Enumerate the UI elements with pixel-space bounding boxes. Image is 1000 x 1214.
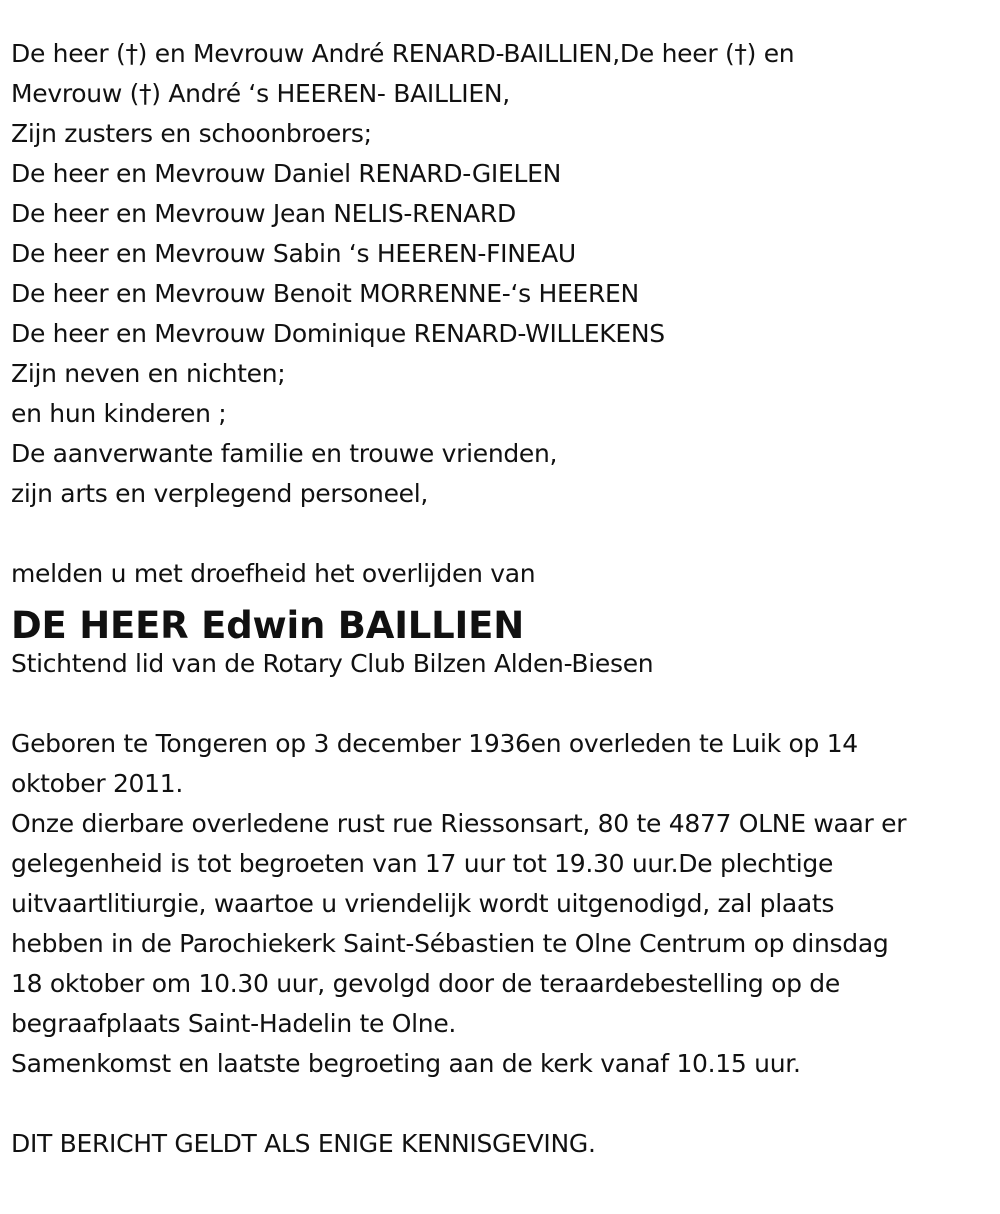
detail-line: hebben in de Parochiekerk Saint-Sébastien te Olne Centrum op dinsdag <box>11 929 889 958</box>
family-line: De heer en Mevrouw Benoit MORRENNE-‘s HEEREN <box>11 279 639 308</box>
family-list <box>11 34 991 514</box>
family-line: zijn arts en verplegend personeel, <box>11 479 429 508</box>
spacer <box>11 514 991 554</box>
birth-death-details <box>11 724 991 804</box>
detail-line: 18 oktober om 10.30 uur, gevolgd door de teraardebestelling op de <box>11 969 840 998</box>
family-line: De aanverwante familie en trouwe vrienden, <box>11 439 558 468</box>
family-line: De heer en Mevrouw Daniel RENARD-GIELEN <box>11 159 562 188</box>
family-line: Zijn zusters en schoonbroers; <box>11 119 372 148</box>
family-line: Mevrouw (†) André ‘s HEEREN- BAILLIEN, <box>11 79 510 108</box>
family-line: De heer (†) en Mevrouw André RENARD-BAILLIEN,De heer (†) en <box>11 39 795 68</box>
family-line: Zijn neven en nichten; <box>11 359 286 388</box>
spacer <box>11 684 991 724</box>
detail-line: Geboren te Tongeren op 3 december 1936en overleden te Luik op 14 <box>11 729 858 758</box>
detail-line: gelegenheid is tot begroeten van 17 uur tot 19.30 uur.De plechtige <box>11 849 834 878</box>
spacer <box>11 1084 991 1124</box>
detail-line: oktober 2011. <box>11 769 184 798</box>
detail-line: Onze dierbare overledene rust rue Riessonsart, 80 te 4877 OLNE waar er <box>11 809 907 838</box>
gathering-text: Samenkomst en laatste begroeting aan de kerk vanaf 10.15 uur. <box>11 1049 801 1078</box>
detail-line: uitvaartlitiurgie, waartoe u vriendelijk wordt uitgenodigd, zal plaats <box>11 889 835 918</box>
family-line: De heer en Mevrouw Dominique RENARD-WILLEKENS <box>11 319 665 348</box>
announcement-text: melden u met droefheid het overlijden van <box>11 559 536 588</box>
ceremony-details <box>11 804 991 1044</box>
closing-text: DIT BERICHT GELDT ALS ENIGE KENNISGEVING. <box>11 1129 596 1158</box>
detail-line: begraafplaats Saint-Hadelin te Olne. <box>11 1009 457 1038</box>
family-line: De heer en Mevrouw Sabin ‘s HEEREN-FINEAU <box>11 239 576 268</box>
deceased-title: Stichtend lid van de Rotary Club Bilzen Alden-Biesen <box>11 649 654 678</box>
family-line: De heer en Mevrouw Jean NELIS-RENARD <box>11 199 516 228</box>
deceased-name: DE HEER Edwin BAILLIEN <box>11 604 524 647</box>
family-line: en hun kinderen ; <box>11 399 227 428</box>
death-notice <box>11 34 991 1164</box>
